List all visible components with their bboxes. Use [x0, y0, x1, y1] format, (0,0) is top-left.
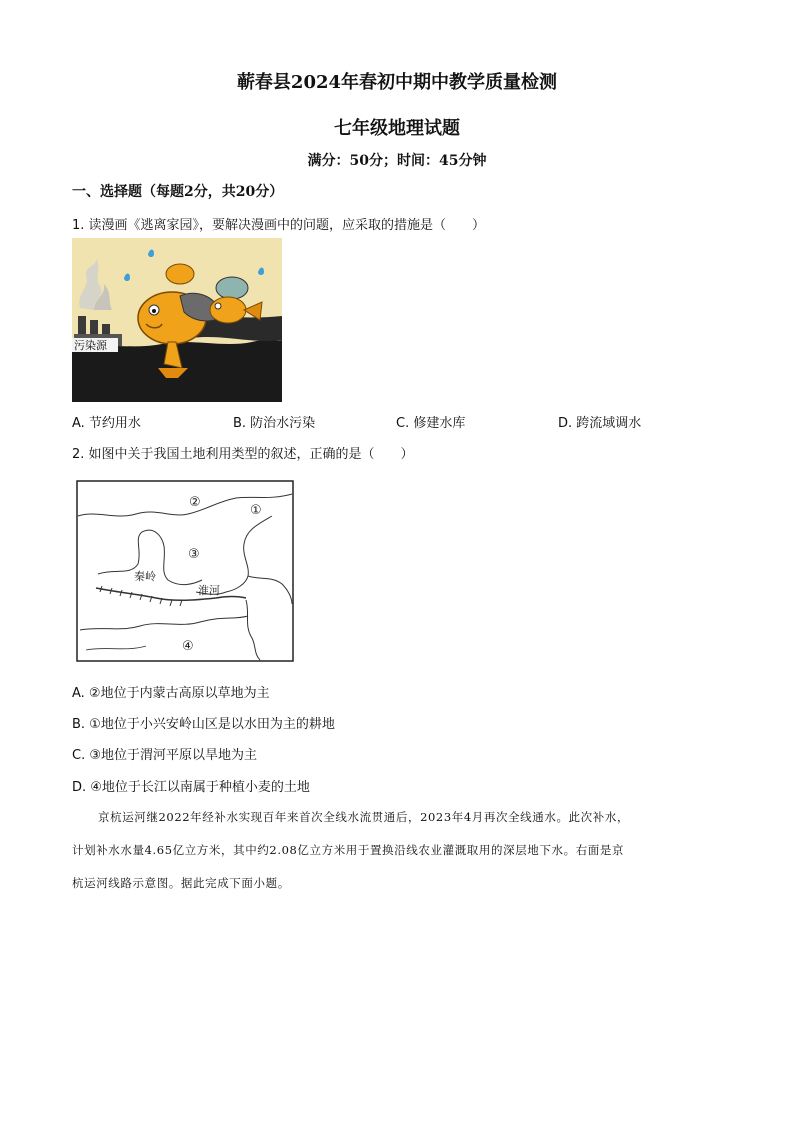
exam-info: 满分：50分；时间：45分钟 [307, 153, 487, 169]
passage-line-1: 京杭运河继2022年经补水实现百年来首次全线水流贯通后，2023年4月再次全线通水。此次补水， [98, 810, 630, 824]
exam-subtitle: 七年级地理试题 [334, 118, 460, 139]
map-label-3: ③ [188, 547, 200, 562]
section-heading: 一、选择题（每题2分，共20分） [72, 184, 284, 200]
cartoon-image [72, 238, 282, 402]
passage [72, 801, 722, 900]
map-label-qinling: 秦岭 [134, 570, 156, 583]
option-1d[interactable]: D. 跨流域调水 [558, 416, 642, 431]
map-label-2: ② [189, 495, 201, 510]
option-2b[interactable]: B. ①地位于小兴安岭山区是以水田为主的耕地 [72, 717, 335, 732]
land-use-map [76, 480, 294, 662]
map-label-huaihe: 淮河 [198, 584, 220, 597]
option-1b[interactable]: B. 防治水污染 [233, 416, 316, 431]
question-1-stem: 1. 读漫画《逃离家园》，要解决漫画中的问题，应采取的措施是（ ） [72, 218, 486, 233]
option-1a[interactable]: A. 节约用水 [72, 416, 141, 431]
map-label-4: ④ [182, 639, 194, 654]
passage-line-2: 计划补水水量4.65亿立方米，其中约2.08亿立方米用于置换沿线农业灌溉取用的深层地下水。右面是京 [72, 843, 625, 857]
question-2-stem: 2. 如图中关于我国土地利用类型的叙述，正确的是（ ） [72, 447, 414, 462]
passage-line-3: 杭运河线路示意图。据此完成下面小题。 [72, 876, 290, 890]
option-1c[interactable]: C. 修建水库 [396, 416, 466, 431]
exam-title: 蕲春县2024年春初中期中教学质量检测 [236, 72, 558, 93]
cartoon-label: 污染源 [74, 339, 107, 352]
option-2d[interactable]: D. ④地位于长江以南属于种植小麦的土地 [72, 780, 310, 795]
map-label-1: ① [250, 503, 262, 518]
option-2a[interactable]: A. ②地位于内蒙古高原以草地为主 [72, 686, 270, 701]
option-2c[interactable]: C. ③地位于渭河平原以旱地为主 [72, 748, 257, 763]
